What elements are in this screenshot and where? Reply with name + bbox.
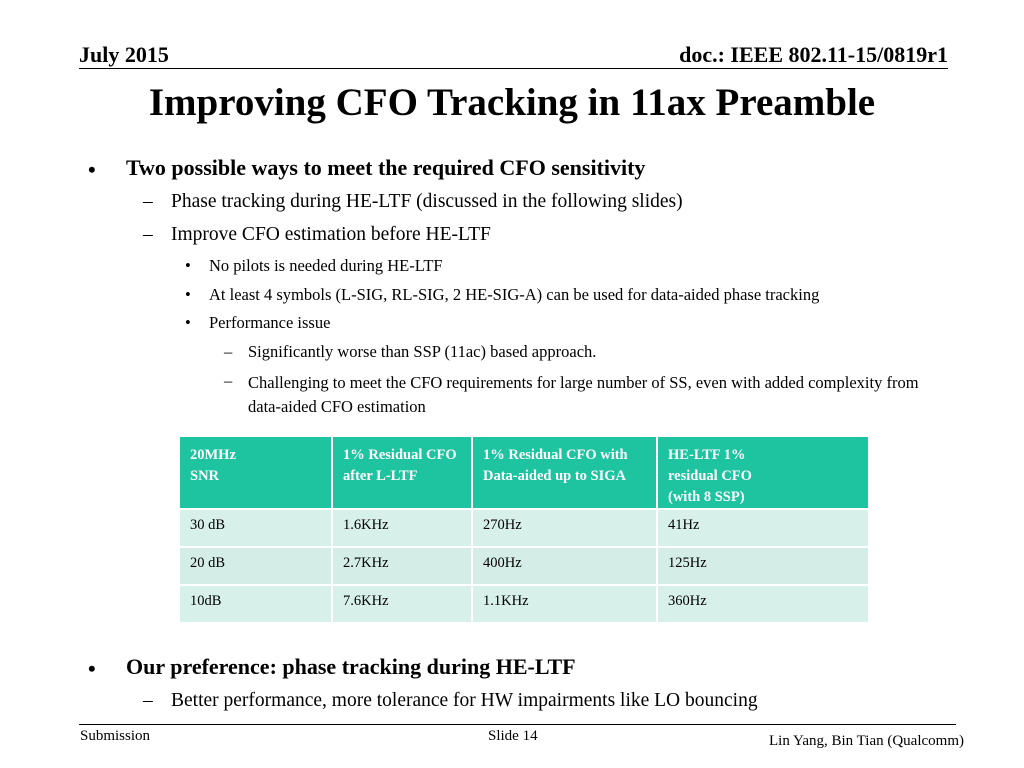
table-cell: 20 dB: [180, 547, 332, 585]
sub-bullet-item: Improve CFO estimation before HE-LTF: [171, 224, 491, 245]
table-cell: 41Hz: [657, 509, 868, 547]
bullet-item: Our preference: phase tracking during HE-LTF: [126, 654, 576, 679]
dash-marker: –: [143, 224, 153, 245]
table-cell: 400Hz: [472, 547, 657, 585]
bullet-item: Two possible ways to meet the required CFO sensitivity: [126, 155, 646, 180]
table-cell: 125Hz: [657, 547, 868, 585]
header-date: July 2015: [79, 42, 169, 67]
slide-title: Improving CFO Tracking in 11ax Preamble: [148, 81, 876, 124]
footer-authors: Lin Yang, Bin Tian (Qualcomm): [768, 733, 964, 749]
table-header-row: [180, 437, 868, 509]
dash-marker: –: [143, 690, 153, 711]
header-line: 1% Residual CFO: [343, 447, 457, 463]
table-cell: 30 dB: [180, 509, 332, 547]
table-row: [180, 547, 868, 585]
header-line: (with 8 SSP): [668, 489, 745, 505]
table-cell: 1.6KHz: [332, 509, 472, 547]
header-line: 20MHz: [190, 447, 236, 463]
sub-sub-bullet-item: Performance issue: [209, 313, 331, 332]
cfo-comparison-table: [180, 437, 868, 624]
header-snr: [180, 437, 332, 509]
dash-marker: –: [224, 371, 233, 390]
table-cell: 360Hz: [657, 585, 868, 623]
table-cell: 1.1KHz: [472, 585, 657, 623]
table-row: [180, 585, 868, 623]
table-cell: 270Hz: [472, 509, 657, 547]
header-line: after L-LTF: [343, 468, 418, 484]
footer-slide-number: Slide 14: [488, 728, 538, 744]
table-row: [180, 509, 868, 547]
header-line: 1% Residual CFO with: [483, 447, 628, 463]
header-line: Data-aided up to SIGA: [483, 468, 627, 484]
footer-rule: [79, 724, 956, 725]
sub-sub-bullet-item: No pilots is needed during HE-LTF: [209, 256, 443, 275]
dash-marker: –: [143, 191, 153, 212]
header-heltf-residual-cfo: [657, 437, 868, 509]
sub-bullet-item: Phase tracking during HE-LTF (discussed in the following slides): [171, 191, 683, 212]
header-line: SNR: [190, 468, 220, 484]
sub-sub-bullet-item: At least 4 symbols (L-SIG, RL-SIG, 2 HE-SIG-A) can be used for data-aided phase tracking: [209, 285, 820, 304]
header-line: residual CFO: [668, 468, 752, 484]
footer-submission: Submission: [80, 728, 151, 744]
level4-item: Challenging to meet the CFO requirements for large number of SS, even with added complexity from data-aided CFO estimation: [248, 373, 919, 416]
header-residual-cfo-lltf: [332, 437, 472, 509]
header-doc-id: doc.: IEEE 802.11-15/0819r1: [679, 42, 948, 67]
header-rule: [79, 68, 948, 69]
header-residual-cfo-data-aided: [472, 437, 657, 509]
table-cell: 10dB: [180, 585, 332, 623]
bullet-marker: •: [185, 313, 191, 332]
level4-item: Significantly worse than SSP (11ac) based approach.: [248, 342, 597, 361]
bullet-marker: •: [88, 656, 96, 681]
table-cell: 7.6KHz: [332, 585, 472, 623]
bullet-marker: •: [88, 157, 96, 182]
dash-marker: –: [224, 342, 233, 361]
bullet-marker: •: [185, 285, 191, 304]
bullet-marker: •: [185, 256, 191, 275]
sub-bullet-item: Better performance, more tolerance for HW impairments like LO bouncing: [171, 690, 758, 711]
table-cell: 2.7KHz: [332, 547, 472, 585]
header-line: HE-LTF 1%: [668, 447, 746, 463]
